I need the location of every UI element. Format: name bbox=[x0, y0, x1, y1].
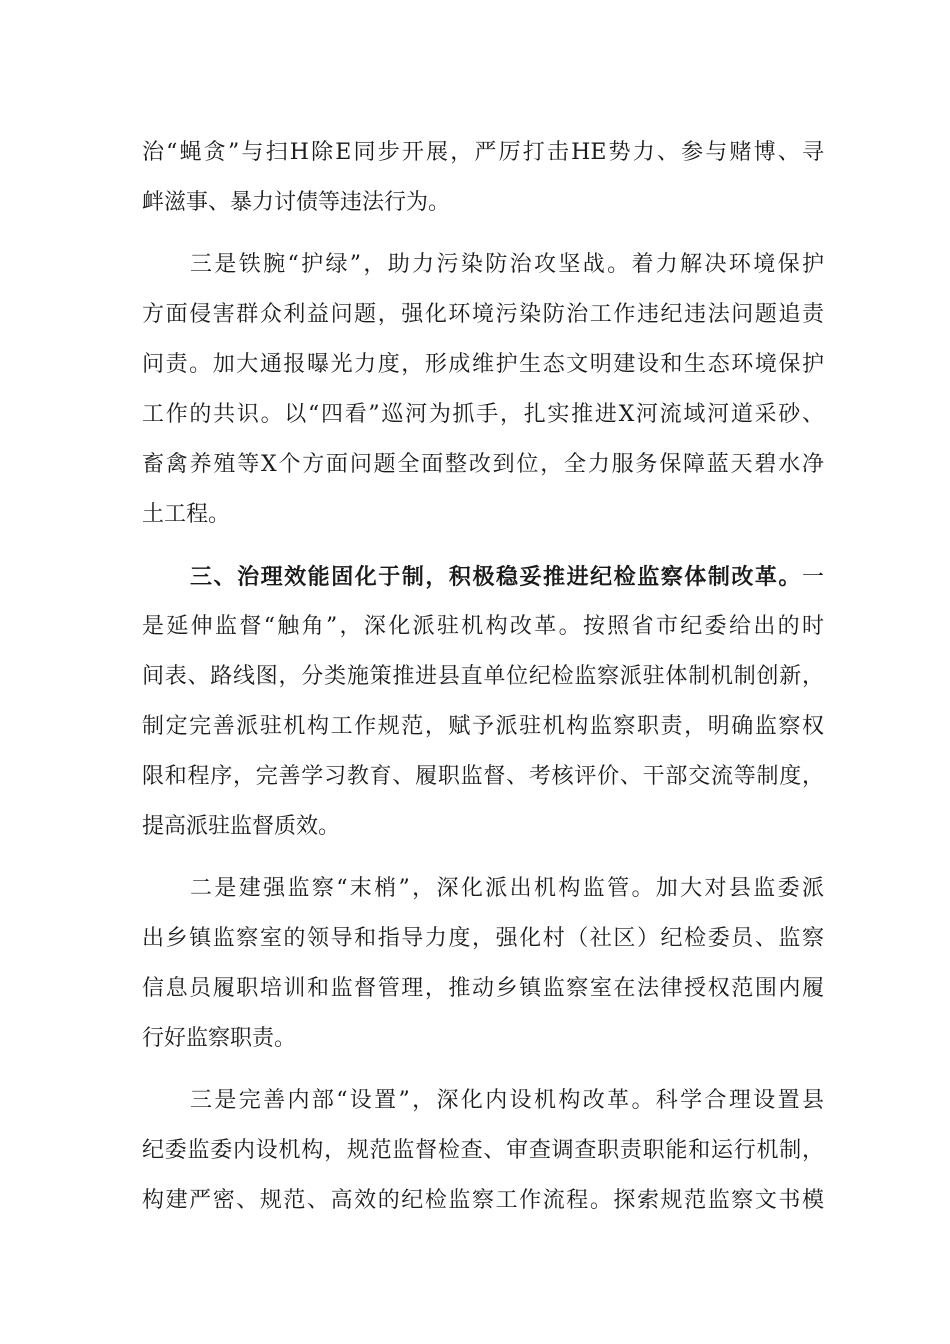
paragraph-line: 治“蝇贪”与扫H除E同步开展，严厉打击HE势力、参与赌博、寻 bbox=[142, 140, 824, 165]
heading-tail-text: 一 bbox=[801, 565, 824, 590]
paragraph-3 bbox=[142, 552, 824, 852]
paragraph-line: 问责。加大通报曝光力度，形成维护生态文明建设和生态环境保护 bbox=[142, 352, 824, 377]
paragraph-line: 信息员履职培训和监督管理，推动乡镇监察室在法律授权范围内履 bbox=[142, 976, 824, 1001]
paragraph-line: 构建严密、规范、高效的纪检监察工作流程。探索规范监察文书模 bbox=[142, 1188, 824, 1213]
paragraph-5 bbox=[142, 1076, 824, 1226]
paragraph-line: 纪委监委内设机构，规范监督检查、审查调查职责职能和运行机制， bbox=[142, 1138, 824, 1163]
paragraph-line: 行好监察职责。 bbox=[142, 1026, 297, 1051]
section-heading: 三、治理效能固化于制，积极稳妥推进纪检监察体制改革。 bbox=[190, 564, 802, 590]
paragraph-line: 三是完善内部“设置”，深化内设机构改革。科学合理设置县 bbox=[190, 1088, 824, 1113]
paragraph-line: 衅滋事、暴力讨债等违法行为。 bbox=[142, 190, 451, 215]
paragraph-line: 三是铁腕“护绿”，助力污染防治攻坚战。着力解决环境保护 bbox=[190, 252, 824, 277]
paragraph-line: 方面侵害群众利益问题，强化环境污染防治工作违纪违法问题追责 bbox=[142, 302, 824, 327]
paragraph-line: 二是建强监察“末梢”，深化派出机构监管。加大对县监委派 bbox=[190, 876, 824, 901]
paragraph-line bbox=[142, 552, 824, 602]
paragraph-line: 间表、路线图，分类施策推进县直单位纪检监察派驻体制机制创新， bbox=[142, 664, 824, 689]
paragraph-2 bbox=[142, 240, 824, 540]
paragraph-line: 出乡镇监察室的领导和指导力度，强化村（社区）纪检委员、监察 bbox=[142, 926, 824, 951]
paragraph-line: 制定完善派驻机构工作规范，赋予派驻机构监察职责，明确监察权 bbox=[142, 714, 824, 739]
paragraph-line: 工作的共识。以“四看”巡河为抓手，扎实推进X河流域河道采砂、 bbox=[142, 402, 824, 427]
paragraph-4 bbox=[142, 864, 824, 1064]
document-body bbox=[142, 128, 824, 1226]
paragraph-line: 限和程序，完善学习教育、履职监督、考核评价、干部交流等制度， bbox=[142, 764, 824, 789]
paragraph-1 bbox=[142, 128, 824, 228]
paragraph-line: 畜禽养殖等X个方面问题全面整改到位，全力服务保障蓝天碧水净 bbox=[142, 452, 824, 477]
paragraph-line: 是延伸监督“触角”，深化派驻机构改革。按照省市纪委给出的时 bbox=[142, 614, 824, 639]
paragraph-line: 土工程。 bbox=[142, 502, 231, 527]
paragraph-line: 提高派驻监督质效。 bbox=[142, 814, 341, 839]
